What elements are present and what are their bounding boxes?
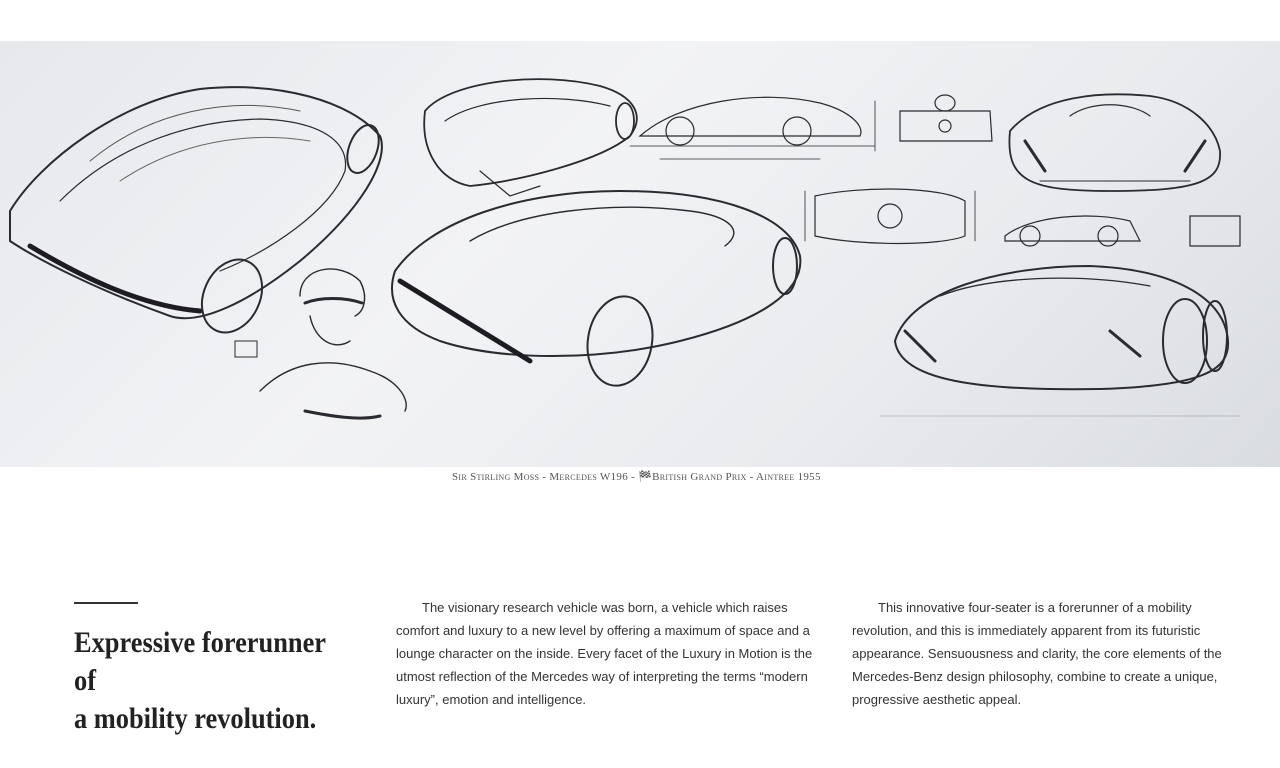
car-sketches-illustration [0, 41, 1280, 467]
sketch-modern-front [1009, 94, 1220, 191]
body-paragraph-2: This innovative four-seater is a forerunner of a mobility revolution, and this is immediately apparent from its futuristic appearance. Sensuousness and clarity, the core elements of the Mercedes-Benz design philosophy, combine to create a unique, progressive aesthetic appeal. [852, 600, 1222, 707]
body-paragraph-1: The visionary research vehicle was born, a vehicle which raises comfort and luxury to a new level by offering a maximum of space and a lounge character on the inside. Every facet of the Luxury in Motion is the utmost reflection of the Mercedes way of interpreting the terms “modern luxury”, emotion and intelligence. [396, 600, 813, 707]
headline-divider [74, 602, 138, 604]
sketch-w196-side-small [1005, 216, 1240, 246]
hero-sketch-banner [0, 41, 1280, 483]
sketch-w196-front [900, 95, 992, 141]
sketch-modern-rear [880, 266, 1240, 416]
sketch-w196-side [630, 97, 875, 159]
sketch-center-car [392, 191, 800, 391]
sketch-w196-top [805, 189, 975, 243]
sketch-top-car [424, 79, 637, 196]
image-caption: Sir Stirling Moss - Mercedes W196 - 🏁British Grand Prix - Aintree 1955 [452, 471, 821, 483]
section-headline: Expressive forerunner of a mobility revolution. [74, 626, 326, 735]
sketch-driver-portrait [235, 269, 406, 418]
sketch-left-car [10, 87, 385, 342]
